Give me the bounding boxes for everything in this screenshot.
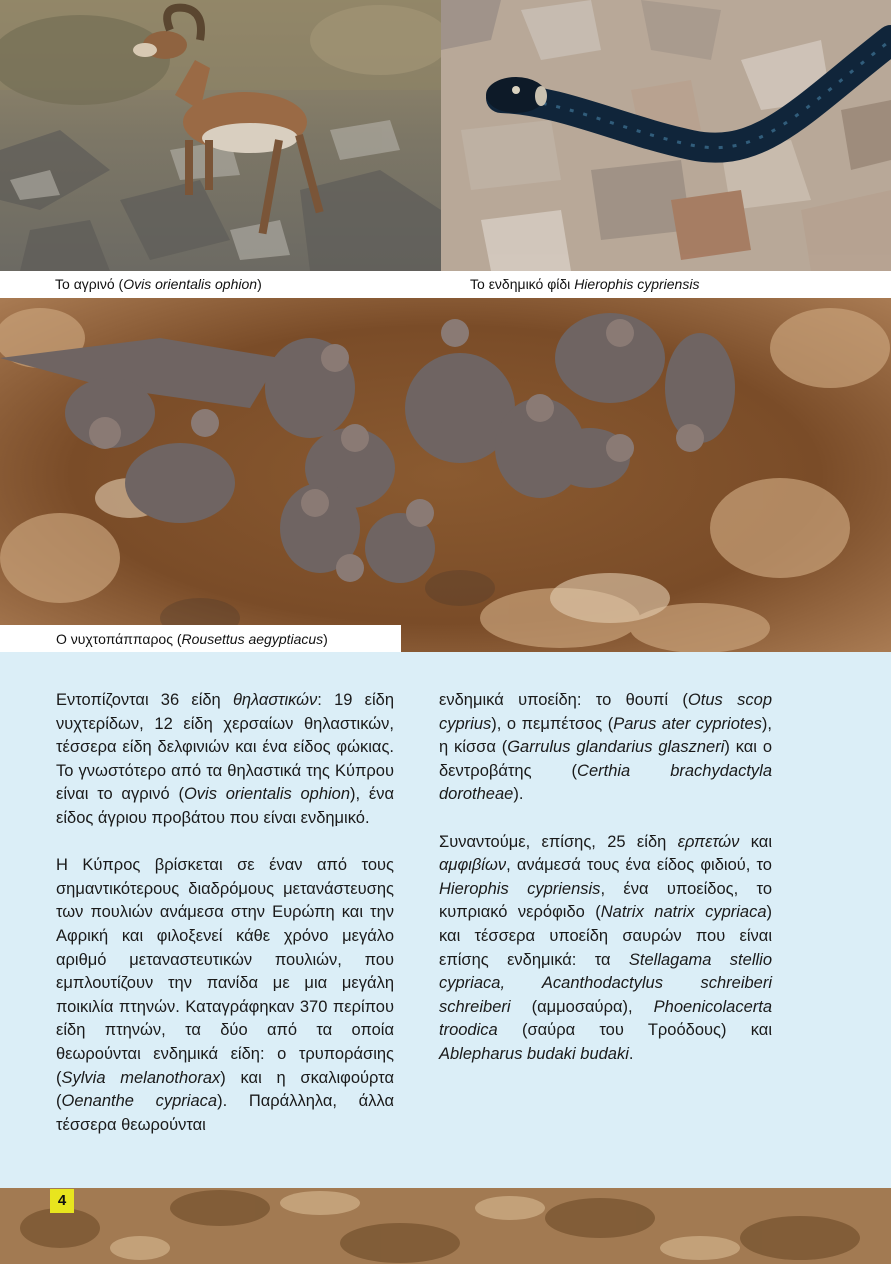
agrino-photo (0, 0, 441, 271)
birds-paragraph: Η Κύπρος βρίσκεται σε έναν από τους σημαντικότερους διαδρόμους μετανάστευσης των πουλιών ανάμεσα στην Ευρώπη και την Αφρική και φιλοξενεί κάθε χρόνο μεγάλο αριθμό μεταναστευτικών πουλιών, που εμπλουτίζουν την πανίδα με μια μεγάλη ποικιλία πτηνών. Καταγράφηκαν 370 περίπου είδη πτηνών, τα δύο από τα οποία θεωρούνται ενδημικά είδη: ο τρυποράσιης (Sylvia melanothorax) και η σκαλιφούρτα (Oenanthe cypriaca). Παράλληλα, άλλα τέσσερα θεωρούνται (56, 856, 394, 1134)
bats-photo (0, 298, 891, 652)
left-column (56, 689, 394, 1137)
reptiles-paragraph: Συναντούμε, επίσης, 25 είδη ερπετών και αμφιβίων, ανάμεσά τους ένα είδος φιδιού, το Hierophis cypriensis, ένα υποείδος, το κυπριακό νερόφιδο (Natrix natrix cypriaca) και τέσσερα υποείδη σαυρών που είναι επίσης ενδημικά: τα Stellagama stellio cypriaca, Acanthodactylus schreiberi schreiberi (αμμοσαύρα), Phoenicolacerta troodica (σαύρα του Τροόδους) και Ablepharus budaki budaki. (439, 832, 773, 1063)
bats-image (0, 298, 891, 652)
subspecies-paragraph: ενδημικά υποείδη: το θουπί (Otus scop cyprius), ο πεμπέτσος (Parus ater cypriotes), η κίσσα (Garrulus glandarius glaszneri) και ο δεντροβάτης (Certhia brachydactyla dorotheae). (439, 691, 773, 804)
footer-texture-image (0, 1188, 891, 1264)
snake-image (441, 0, 891, 271)
agrino-image (0, 0, 441, 271)
right-column (439, 689, 772, 1067)
footer-texture (0, 1188, 891, 1264)
snake-caption: Το ενδημικό φίδι Hierophis cypriensis (470, 276, 700, 292)
mammals-paragraph: Εντοπίζονται 36 είδη θηλαστικών: 19 είδη νυχτερίδων, 12 είδη χερσαίων θηλαστικών, τέσσερα είδη δελφινιών και ένα είδος φώκιας. Το γνωστότερο από τα θηλαστικά της Κύπρου είναι το αγρινό (Ovis orientalis ophion), ένα είδος άγριου προβάτου που είναι ενδημικό. (56, 691, 395, 827)
bats-caption: Ο νυχτοπάππαρος (Rousettus aegyptiacus) (56, 631, 328, 647)
page-number: 4 (50, 1189, 74, 1213)
snake-photo (441, 0, 891, 271)
agrino-caption: Το αγρινό (Ovis orientalis ophion) (55, 276, 262, 292)
